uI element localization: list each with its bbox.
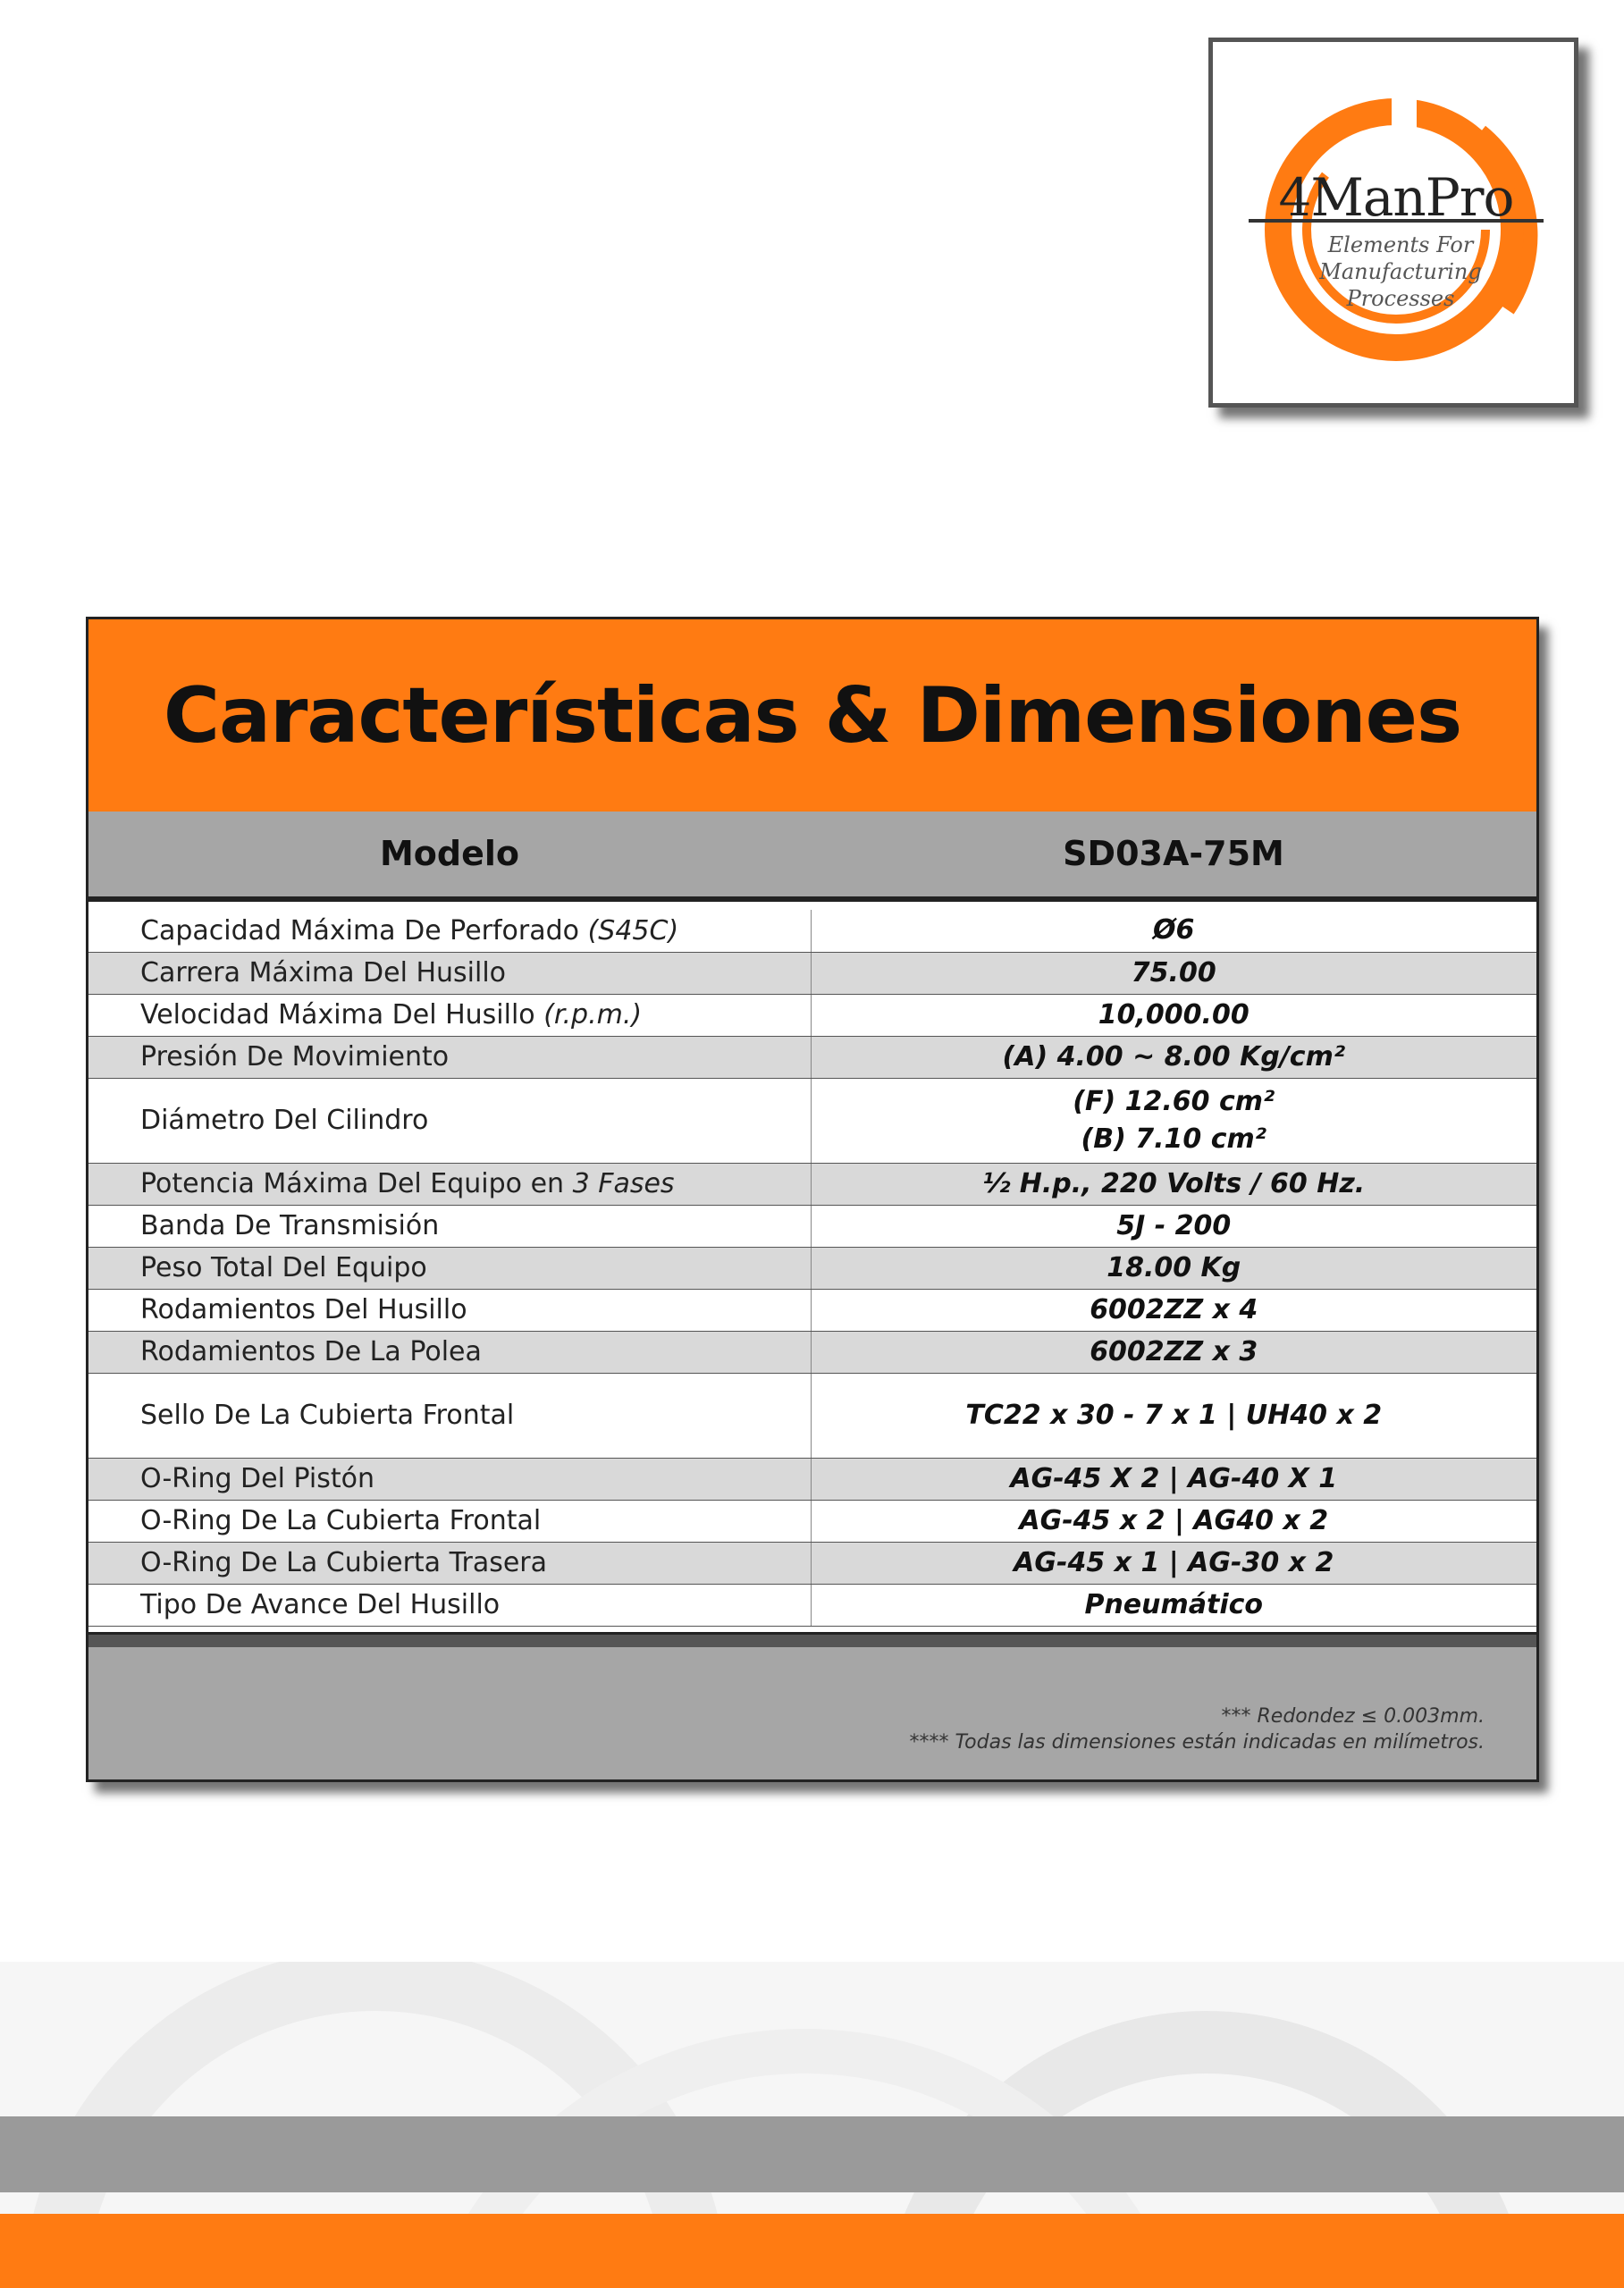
spec-row xyxy=(88,1289,1536,1331)
spec-value-text: (F) 12.60 cm² xyxy=(1073,1085,1275,1117)
card-title: Características & Dimensiones xyxy=(163,670,1462,761)
spec-row xyxy=(88,1373,1536,1458)
spec-label xyxy=(88,1373,811,1458)
spec-label xyxy=(88,1331,811,1373)
spec-label xyxy=(88,1078,811,1163)
spec-label-text: O-Ring Del Pistón xyxy=(140,1463,375,1494)
spec-row xyxy=(88,1163,1536,1205)
spec-value xyxy=(811,952,1536,994)
spec-label-text: Rodamientos Del Husillo xyxy=(140,1294,467,1325)
logo-tagline-line1: Elements For xyxy=(1327,232,1474,257)
spec-label-text: O-Ring De La Cubierta Trasera xyxy=(140,1547,548,1578)
spec-label xyxy=(88,1247,811,1289)
spec-label xyxy=(88,1036,811,1078)
spec-label-text: Capacidad Máxima De Perforado xyxy=(140,914,588,946)
spec-row xyxy=(88,1247,1536,1289)
company-logo xyxy=(1208,38,1578,408)
spec-label-qualifier: (S45C) xyxy=(587,914,679,946)
spec-label-text: Sello De La Cubierta Frontal xyxy=(140,1400,515,1431)
spec-value-text: (B) 7.10 cm² xyxy=(1081,1123,1266,1155)
spec-value xyxy=(811,1289,1536,1331)
spec-value-text: 5J - 200 xyxy=(1116,1209,1232,1241)
spec-value xyxy=(811,1542,1536,1584)
spec-value xyxy=(811,1373,1536,1458)
spec-label-text: Tipo De Avance Del Husillo xyxy=(140,1589,501,1620)
card-header xyxy=(88,619,1536,812)
spec-label-qualifier: (r.p.m.) xyxy=(543,999,643,1030)
spec-label-text: Presión De Movimiento xyxy=(140,1041,450,1072)
model-row xyxy=(88,812,1536,902)
spec-label xyxy=(88,1289,811,1331)
spec-value-text: AG-45 x 2 | AG40 x 2 xyxy=(1019,1504,1329,1536)
spec-row xyxy=(88,1542,1536,1584)
spec-value-text: 6002ZZ x 3 xyxy=(1090,1335,1258,1367)
model-label: Modelo xyxy=(379,834,520,873)
spec-row xyxy=(88,910,1536,952)
spec-label xyxy=(88,952,811,994)
units-note: **** Todas las dimensiones están indicadas en milímetros. xyxy=(909,1731,1485,1754)
spec-value xyxy=(811,1331,1536,1373)
spec-value-text: AG-45 X 2 | AG-40 X 1 xyxy=(1010,1462,1338,1494)
spec-label-text: Peso Total Del Equipo xyxy=(140,1252,427,1283)
spec-label-text: Carrera Máxima Del Husillo xyxy=(140,957,507,988)
spec-label xyxy=(88,1205,811,1247)
spec-value xyxy=(811,1247,1536,1289)
spec-label-text: Velocidad Máxima Del Husillo xyxy=(140,999,544,1030)
spec-value xyxy=(811,910,1536,952)
footer-band-orange xyxy=(0,2214,1624,2288)
spec-value-text: AG-45 x 1 | AG-30 x 2 xyxy=(1014,1546,1334,1578)
spec-label xyxy=(88,1500,811,1542)
logo-name: 4ManPro xyxy=(1278,167,1514,228)
spec-label-text: Diámetro Del Cilindro xyxy=(140,1105,429,1136)
spec-value-text: Ø6 xyxy=(1153,914,1195,946)
spec-value-text: 75.00 xyxy=(1131,956,1216,988)
card-footer xyxy=(88,1647,1536,1779)
model-value: SD03A-75M xyxy=(1063,834,1284,873)
spec-value-text: Pneumático xyxy=(1084,1588,1264,1620)
footer-divider xyxy=(88,1632,1536,1647)
spec-value xyxy=(811,1458,1536,1500)
spec-label-text: O-Ring De La Cubierta Frontal xyxy=(140,1505,542,1536)
spec-value xyxy=(811,1078,1536,1163)
spec-card xyxy=(86,617,1539,1782)
spec-label xyxy=(88,1163,811,1205)
spec-row xyxy=(88,1331,1536,1373)
spec-value xyxy=(811,1584,1536,1626)
spec-value-text: TC22 x 30 - 7 x 1 | UH40 x 2 xyxy=(965,1399,1383,1431)
spec-label xyxy=(88,1542,811,1584)
spec-value-text: ½ H.p., 220 Volts / 60 Hz. xyxy=(982,1167,1366,1199)
spec-label-text: Rodamientos De La Polea xyxy=(140,1336,482,1367)
spec-row xyxy=(88,1205,1536,1247)
spec-label xyxy=(88,1458,811,1500)
spec-row xyxy=(88,994,1536,1036)
footer-band-gray xyxy=(0,2116,1624,2192)
spec-row xyxy=(88,1458,1536,1500)
spec-row xyxy=(88,1584,1536,1626)
spec-row xyxy=(88,1078,1536,1163)
spec-label-qualifier: 3 Fases xyxy=(572,1168,675,1199)
spec-value xyxy=(811,1205,1536,1247)
spec-table xyxy=(88,910,1536,1627)
spec-label xyxy=(88,910,811,952)
spec-value-text: 10,000.00 xyxy=(1098,998,1250,1030)
spec-value-text: 18.00 Kg xyxy=(1107,1251,1241,1283)
spec-value-text: 6002ZZ x 4 xyxy=(1090,1293,1258,1325)
spec-label-text: Banda De Transmisión xyxy=(140,1210,440,1241)
logo-tagline-line2: Manufacturing Processes xyxy=(1319,259,1482,311)
spec-row xyxy=(88,1036,1536,1078)
logo-tagline xyxy=(1266,231,1535,312)
spec-label-text: Potencia Máxima Del Equipo en xyxy=(140,1168,573,1199)
spec-value xyxy=(811,1036,1536,1078)
spec-value-text: (A) 4.00 ~ 8.00 Kg/cm² xyxy=(1002,1040,1345,1072)
spec-row xyxy=(88,952,1536,994)
spec-value xyxy=(811,1163,1536,1205)
spec-row xyxy=(88,1500,1536,1542)
roundness-note: *** Redondez ≤ 0.003mm. xyxy=(1221,1705,1485,1728)
spec-value xyxy=(811,994,1536,1036)
spec-label xyxy=(88,994,811,1036)
spec-value xyxy=(811,1500,1536,1542)
spec-label xyxy=(88,1584,811,1626)
